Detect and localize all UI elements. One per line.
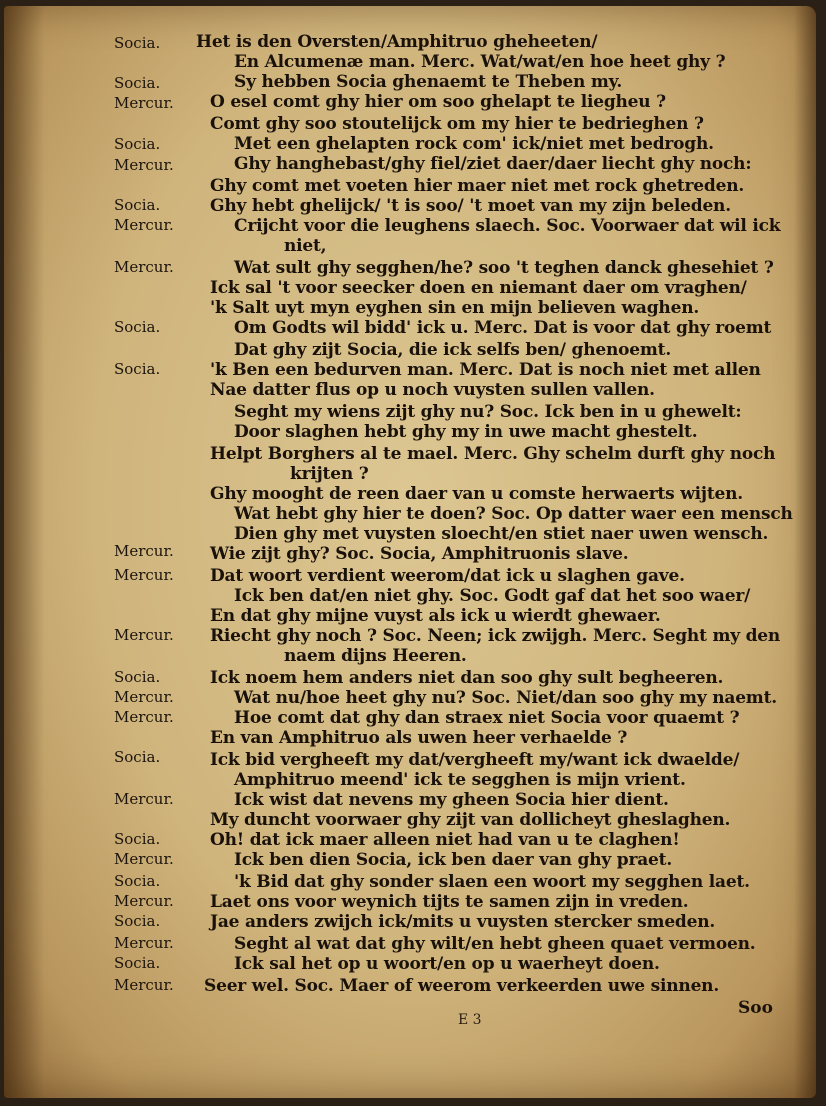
verse-line: Ghy comt met voeten hier maer niet met rock ghetreden. bbox=[210, 176, 745, 196]
speaker-label: Socia. bbox=[114, 135, 161, 153]
catchword: Soo bbox=[738, 998, 773, 1018]
verse-line: Laet ons voor weynich tijts te samen zijn in vreden. bbox=[210, 892, 689, 912]
verse-line: Dien ghy met vuysten sloecht/en stiet naer uwen wensch. bbox=[234, 524, 769, 544]
verse-line: Oh! dat ick maer alleen niet had van u te claghen! bbox=[210, 830, 680, 850]
page-edge-shadow bbox=[794, 6, 816, 1098]
verse-line: Met een ghelapten rock com' ick/niet met bedrogh. bbox=[234, 134, 714, 154]
verse-line: Nae datter flus op u noch vuysten sullen vallen. bbox=[210, 380, 655, 400]
speaker-label: Mercur. bbox=[114, 216, 174, 234]
verse-line: Wat sult ghy segghen/he? soo 't teghen danck ghesehiet ? bbox=[234, 258, 774, 278]
verse-line: naem dijns Heeren. bbox=[284, 646, 467, 666]
verse-line: Ick noem hem anders niet dan soo ghy sult begheeren. bbox=[210, 668, 724, 688]
verse-line: Wie zijt ghy? Soc. Socia, Amphitruonis slave. bbox=[210, 544, 629, 564]
verse-line: Amphitruo meend' ick te segghen is mijn vrient. bbox=[234, 770, 686, 790]
verse-line: En dat ghy mijne vuyst als ick u wierdt ghewaer. bbox=[210, 606, 661, 626]
verse-line: Seer wel. Soc. Maer of weerom verkeerden uwe sinnen. bbox=[204, 976, 720, 996]
verse-line: Seght al wat dat ghy wilt/en hebt gheen quaet vermoen. bbox=[234, 934, 756, 954]
speaker-label: Mercur. bbox=[114, 258, 174, 276]
speaker-label: Mercur. bbox=[114, 976, 174, 994]
speaker-label: Mercur. bbox=[114, 892, 174, 910]
verse-line: Wat nu/hoe heet ghy nu? Soc. Niet/dan soo ghy my naemt. bbox=[234, 688, 777, 708]
speaker-label: Socia. bbox=[114, 912, 161, 930]
verse-line: Helpt Borghers al te mael. Merc. Ghy schelm durft ghy noch bbox=[210, 444, 776, 464]
verse-line: 'k Salt uyt myn eyghen sin en mijn believen waghen. bbox=[210, 298, 700, 318]
verse-line: Om Godts wil bidd' ick u. Merc. Dat is voor dat ghy roemt bbox=[234, 318, 772, 338]
verse-line: 'k Bid dat ghy sonder slaen een woort my segghen laet. bbox=[234, 872, 750, 892]
verse-line: Ghy hanghebast/ghy fiel/ziet daer/daer liecht ghy noch: bbox=[234, 154, 752, 174]
verse-line: Ghy hebt ghelijck/ 't is soo/ 't moet van my zijn beleden. bbox=[210, 196, 731, 216]
verse-line: Ick bid vergheeft my dat/vergheeft my/want ick dwaelde/ bbox=[210, 750, 740, 770]
speaker-label: Socia. bbox=[114, 196, 161, 214]
verse-line: Jae anders zwijch ick/mits u vuysten stercker smeden. bbox=[210, 912, 716, 932]
verse-line: Wat hebt ghy hier te doen? Soc. Op datter waer een mensch bbox=[234, 504, 793, 524]
speaker-label: Socia. bbox=[114, 668, 161, 686]
speaker-label: Socia. bbox=[114, 872, 161, 890]
speaker-label: Mercur. bbox=[114, 542, 174, 560]
speaker-label: Mercur. bbox=[114, 850, 174, 868]
verse-line: Riecht ghy noch ? Soc. Neen; ick zwijgh. Merc. Seght my den bbox=[210, 626, 781, 646]
speaker-label: Socia. bbox=[114, 954, 161, 972]
verse-line: Crijcht voor die leughens slaech. Soc. Voorwaer dat wil ick bbox=[234, 216, 781, 236]
verse-line: Sy hebben Socia ghenaemt te Theben my. bbox=[234, 72, 623, 92]
verse-line: Dat ghy zijt Socia, die ick selfs ben/ ghenoemt. bbox=[234, 340, 672, 360]
speaker-label: Socia. bbox=[114, 318, 161, 336]
verse-line: Door slaghen hebt ghy my in uwe macht ghestelt. bbox=[234, 422, 698, 442]
verse-line: Ick sal het op u woort/en op u waerheyt doen. bbox=[234, 954, 660, 974]
speaker-label: Socia. bbox=[114, 360, 161, 378]
speaker-label: Mercur. bbox=[114, 156, 174, 174]
speaker-label: Socia. bbox=[114, 830, 161, 848]
verse-line: My duncht voorwaer ghy zijt van dollicheyt gheslaghen. bbox=[210, 810, 731, 830]
verse-line: En Alcumenæ man. Merc. Wat/wat/en hoe heet ghy ? bbox=[234, 52, 726, 72]
speaker-label: Mercur. bbox=[114, 934, 174, 952]
speaker-label: Socia. bbox=[114, 74, 161, 92]
verse-line: Het is den Oversten/Amphitruo gheheeten/ bbox=[196, 32, 598, 52]
verse-line: Ick wist dat nevens my gheen Socia hier dient. bbox=[234, 790, 669, 810]
verse-line: Hoe comt dat ghy dan straex niet Socia voor quaemt ? bbox=[234, 708, 740, 728]
speaker-label: Mercur. bbox=[114, 790, 174, 808]
verse-line: Comt ghy soo stoutelijck om my hier te bedrieghen ? bbox=[210, 114, 704, 134]
speaker-label: Mercur. bbox=[114, 566, 174, 584]
page-gutter-shadow bbox=[4, 6, 44, 1098]
signature-mark: E 3 bbox=[458, 1012, 482, 1028]
speaker-label: Socia. bbox=[114, 748, 161, 766]
verse-line: Dat woort verdient weerom/dat ick u slaghen gave. bbox=[210, 566, 685, 586]
speaker-label: Socia. bbox=[114, 34, 161, 52]
verse-line: Ick ben dien Socia, ick ben daer van ghy praet. bbox=[234, 850, 673, 870]
verse-line: Ghy mooght de reen daer van u comste herwaerts wijten. bbox=[210, 484, 744, 504]
verse-line: O esel comt ghy hier om soo ghelapt te liegheu ? bbox=[210, 92, 666, 112]
verse-line: niet, bbox=[284, 236, 327, 256]
verse-line: 'k Ben een bedurven man. Merc. Dat is noch niet met allen bbox=[210, 360, 761, 380]
verse-line: Seght my wiens zijt ghy nu? Soc. Ick ben in u ghewelt: bbox=[234, 402, 742, 422]
verse-line: Ick sal 't voor seecker doen en niemant daer om vraghen/ bbox=[210, 278, 747, 298]
speaker-label: Mercur. bbox=[114, 708, 174, 726]
verse-line: En van Amphitruo als uwen heer verhaelde ? bbox=[210, 728, 628, 748]
speaker-label: Mercur. bbox=[114, 688, 174, 706]
speaker-label: Mercur. bbox=[114, 626, 174, 644]
verse-line: krijten ? bbox=[290, 464, 369, 484]
speaker-label: Mercur. bbox=[114, 94, 174, 112]
verse-line: Ick ben dat/en niet ghy. Soc. Godt gaf dat het soo waer/ bbox=[234, 586, 751, 606]
